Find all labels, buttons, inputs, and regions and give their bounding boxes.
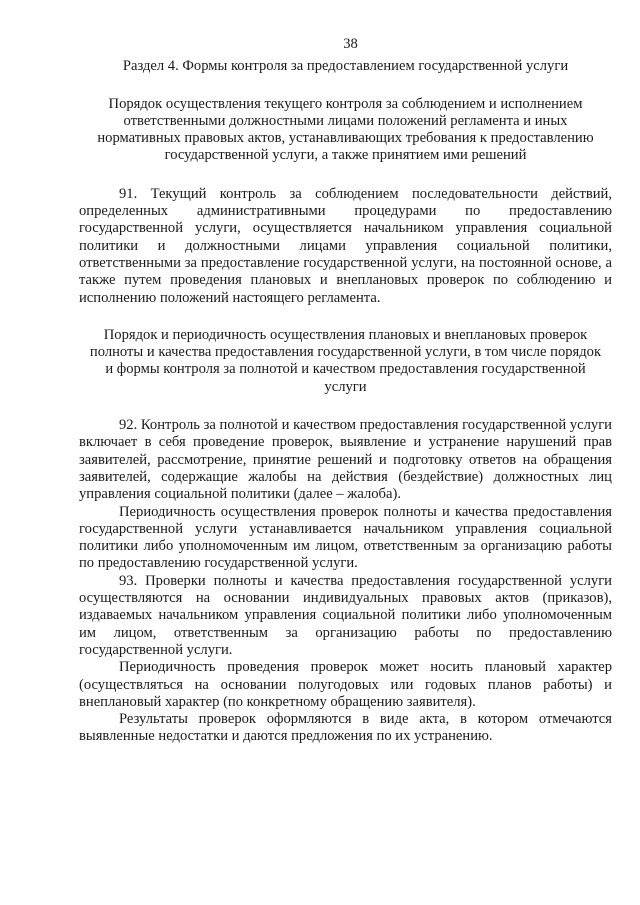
subheading-current-control: Порядок осуществления текущего контроля за соблюдением и исполнением ответственными должностными лицами положений регламента и иных нормативных правовых актов, устанавливающих требования к предоставлению государственной услуги, а также принятием ими решений xyxy=(97,95,594,164)
subheading-inspections: Порядок и периодичность осуществления плановых и внеплановых проверок полноты и качества предоставления государственной услуги, в том числе порядок и формы контроля за полнотой и качеством предоставления государственной услуги xyxy=(89,326,602,395)
paragraph-periodicity: Периодичность осуществления проверок полноты и качества предоставления государственной услуги устанавливается начальником управления социальной политики либо уполномоченным им лицом, ответственным за организацию работы по предоставлению государственной услуги. xyxy=(79,503,612,572)
document-page xyxy=(79,36,612,746)
paragraph-92: 92. Контроль за полнотой и качеством предоставления государственной услуги включает в себя проведение проверок, выявление и устранение нарушений прав заявителей, рассмотрение, принятие решений и подготовку ответов на обращения заявителей, содержащие жалобы на действия (бездействие) должностных лиц управления социальной политики (далее – жалоба). xyxy=(79,417,612,503)
page-number: 38 xyxy=(343,36,358,52)
paragraph-91: 91. Текущий контроль за соблюдением последовательности действий, определенных административными процедурами по предоставлению государственной услуги, осуществляется начальником управления социальной политики и должностными лицами управления социальной политики, ответственными за предоставление государственной услуги, на постоянной основе, а также путем проведения плановых и внеплановых проверок по соблюдению и исполнению положений настоящего регламента. xyxy=(79,185,612,306)
paragraph-93: 93. Проверки полноты и качества предоставления государственной услуги осуществляются на основании индивидуальных правовых актов (приказов), издаваемых начальником управления социальной политики либо уполномоченным им лицом, ответственным за организацию работы по предоставлению государственной услуги. xyxy=(79,572,612,658)
paragraph-inspection-frequency: Периодичность проведения проверок может носить плановый характер (осуществляться на основании полугодовых или годовых планов работы) и внеплановый характер (по конкретному обращению заявителя). xyxy=(79,659,612,710)
section-title: Раздел 4. Формы контроля за предоставлением государственной услуги xyxy=(122,58,569,75)
paragraph-inspection-results: Результаты проверок оформляются в виде акта, в котором отмечаются выявленные недостатки и даются предложения по их устранению. xyxy=(79,711,612,745)
